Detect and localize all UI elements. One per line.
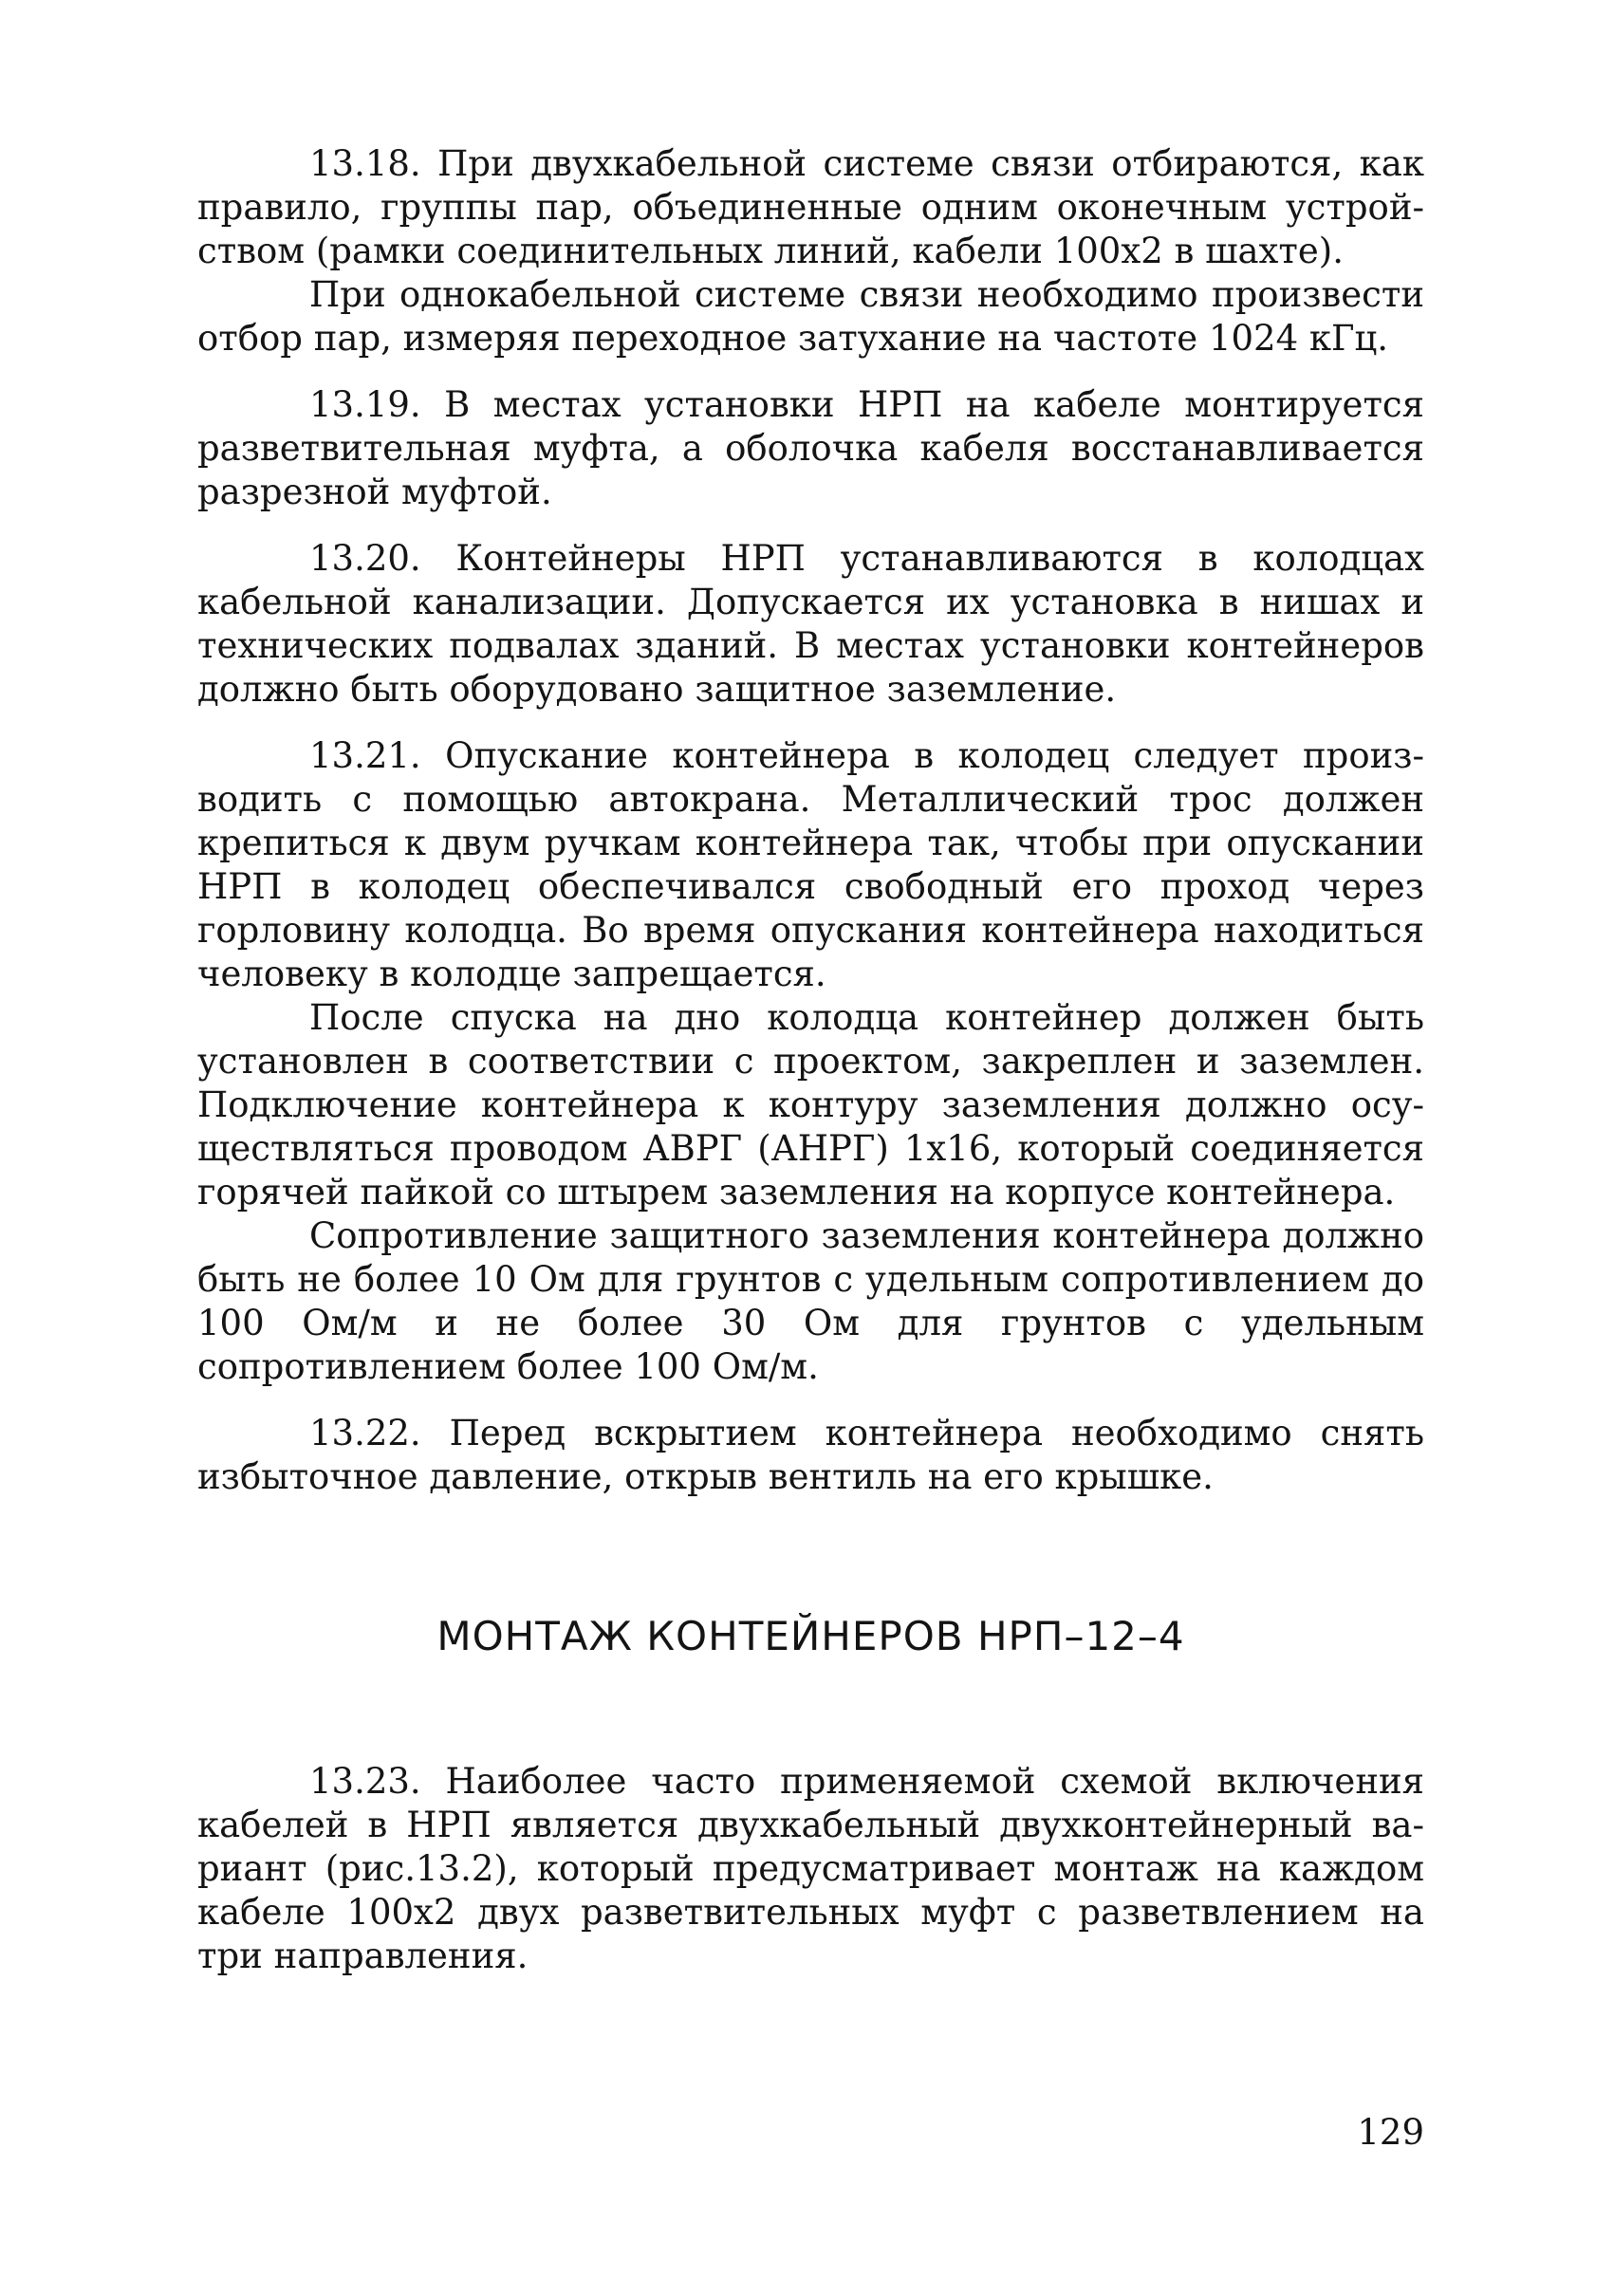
paragraph-grounding-resistance: Сопротивление защитного заземления контейнера должно быть не более 10 Ом для грунтов с удельным сопротивлением до 100 Ом/м и не более 30 Ом для грунтов с удельным сопротивлением более 100 Ом/м. xyxy=(197,1215,1424,1387)
page-number: 129 xyxy=(1357,2112,1424,2153)
text-block-bottom xyxy=(197,1760,1424,1978)
paragraph-13-19: 13.19. В местах установки НРП на кабеле монтируется разветвительная муфта, а оболочка кабеля восстанавливается разрезной муфтой. xyxy=(197,384,1424,512)
paragraph-13-18: 13.18. При двухкабельной системе связи отбираются, как правило, группы пар, объединенные одним оконечным устройством (рамки соединительных линий, кабели 100х2 в шахте). xyxy=(197,143,1424,271)
text-block-top xyxy=(197,142,1424,1499)
paragraph-single-cable: При однокабельной системе связи необходимо произвести отбор пар, измеряя переходное затухание на частоте 1024 кГц. xyxy=(197,274,1424,359)
paragraph-13-23: 13.23. Наиболее часто применяемой схемой включения кабелей в НРП является двухкабельный двухконтейнерный вариант (рис.13.2), который предусматривает монтаж на каждом кабеле 100х2 двух разветвительных муфт с разветвлением на три направления. xyxy=(197,1761,1424,1976)
paragraph-13-20: 13.20. Контейнеры НРП устанавливаются в колодцах кабельной канализации. Допускается их установка в нишах и технических подвалах зданий. В местах установки контейнеров должно быть оборудовано защитное заземление. xyxy=(197,538,1424,710)
paragraph-13-22: 13.22. Перед вскрытием контейнера необходимо снять избыточное давление, открыв вентиль на его крышке. xyxy=(197,1413,1424,1497)
paragraph-13-21: 13.21. Опускание контейнера в колодец следует производить с помощью автокрана. Металлический трос должен крепиться к двум ручкам контейнера так, чтобы при опускании НРП в колодец обеспечивался свободный его проход через горловину колодца. Во время опускания контейнера находиться человеку в колодце запрещается. xyxy=(197,735,1424,994)
section-heading: МОНТАЖ КОНТЕЙНЕРОВ НРП–12–4 xyxy=(436,1613,1185,1659)
paragraph-after-descent: После спуска на дно колодца контейнер должен быть установлен в соответствии с проектом, закреплен и заземлен. Подключение контейнера к контуру заземления должно осуществляться проводом АВРГ (АНРГ) 1х16, который соединяется горячей пайкой со штырем заземления на корпусе контейнера. xyxy=(197,997,1424,1213)
